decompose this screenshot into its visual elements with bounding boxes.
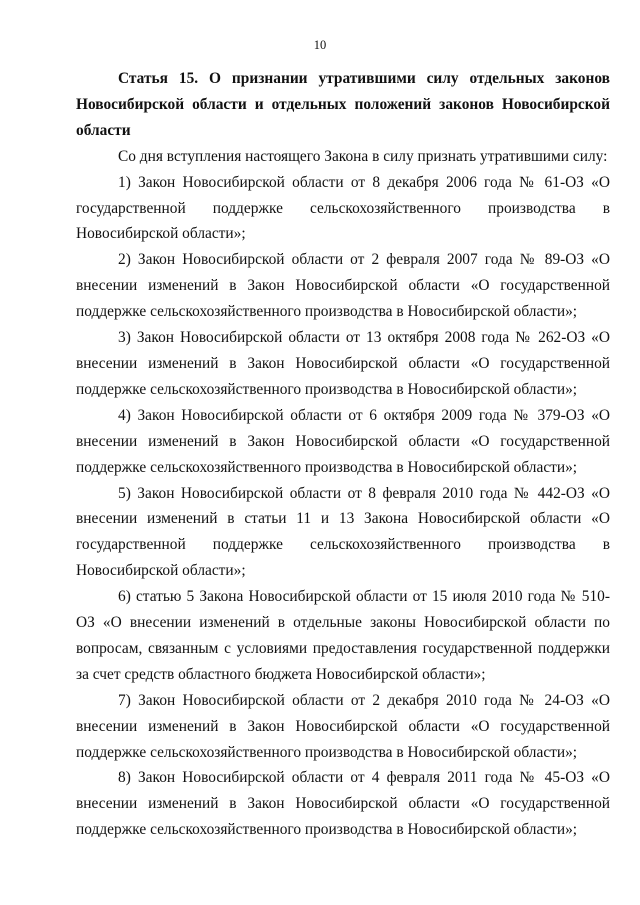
list-item: 6) статью 5 Закона Новосибирской области от 15 июля 2010 года № 510-ОЗ «О внесении изменений в отдельные законы Новосибирской области по вопросам, связанным с условиями предоставления государственной поддержки за счет средств областного бюджета Новосибирской области»;	[76, 588, 610, 683]
page-content	[76, 66, 610, 843]
list-item: 1) Закон Новосибирской области от 8 декабря 2006 года № 61-ОЗ «О государственной поддержке сельскохозяйственного производства в Новосибирской области»;	[76, 173, 610, 243]
list-item: 7) Закон Новосибирской области от 2 декабря 2010 года № 24-ОЗ «О внесении изменений в Закон Новосибирской области «О государственной поддержке сельскохозяйственного производства в Новосибирской области»;	[76, 691, 610, 761]
page-number: 10	[313, 38, 327, 52]
intro-paragraph: Со дня вступления настоящего Закона в силу признать утратившими силу:	[118, 147, 608, 165]
article-title: О признании утратившими силу отдельных законов Новосибирской области и отдельных положений законов Новосибирской области	[76, 70, 610, 139]
article-label: Статья 15.	[118, 70, 199, 87]
list-item: 5) Закон Новосибирской области от 8 февраля 2010 года № 442-ОЗ «О внесении изменений в статьи 11 и 13 Закона Новосибирской области «О государственной поддержке сельскохозяйственного производства в Новосибирской области»;	[76, 484, 610, 580]
list-item: 4) Закон Новосибирской области от 6 октября 2009 года № 379-ОЗ «О внесении изменений в Закон Новосибирской области «О государственной поддержке сельскохозяйственного производства в Новосибирской области»;	[76, 406, 610, 476]
article-heading	[76, 66, 610, 144]
list-item: 3) Закон Новосибирской области от 13 октября 2008 года № 262-ОЗ «О внесении изменений в Закон Новосибирской области «О государственной поддержке сельскохозяйственного производства в Новосибирской области»;	[76, 329, 610, 398]
list-item: 2) Закон Новосибирской области от 2 февраля 2007 года № 89-ОЗ «О внесении изменений в Закон Новосибирской области «О государственной поддержке сельскохозяйственного производства в Новосибирской области»;	[76, 251, 610, 321]
list-item: 8) Закон Новосибирской области от 4 февраля 2011 года № 45-ОЗ «О внесении изменений в Закон Новосибирской области «О государственной поддержке сельскохозяйственного производства в Новосибирской области»;	[76, 769, 610, 839]
